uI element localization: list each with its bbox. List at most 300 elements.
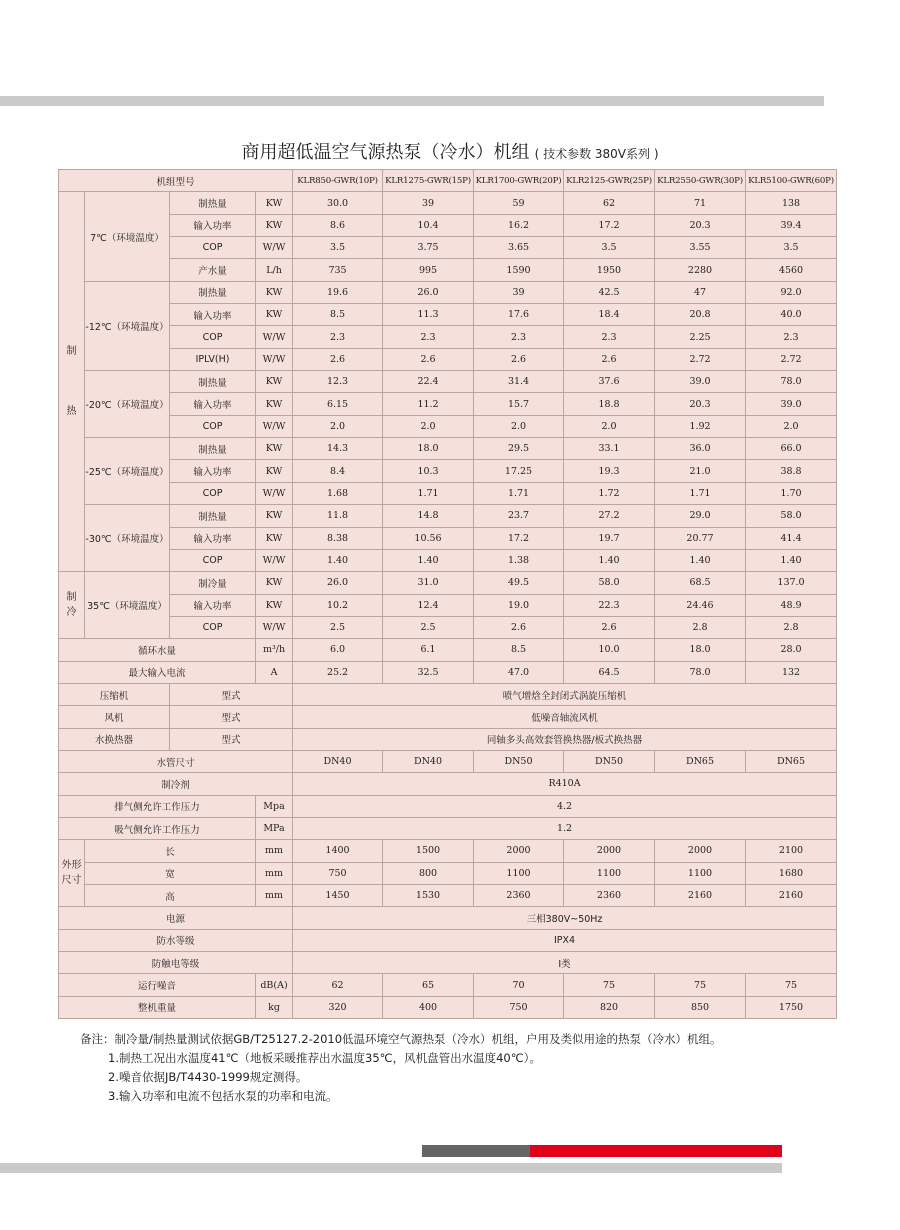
param-label: 输入功率 (170, 460, 256, 482)
merged-value: IPX4 (293, 929, 837, 951)
value-cell: 11.2 (383, 393, 474, 415)
value-cell: 750 (474, 996, 564, 1018)
model-header: KLR5100-GWR(60P) (746, 170, 837, 192)
table-row (59, 549, 837, 571)
unit-cell: m³/h (256, 639, 293, 661)
value-cell: 49.5 (474, 572, 564, 594)
table-row (59, 371, 837, 393)
value-cell: 28.0 (746, 639, 837, 661)
value-cell: 17.2 (474, 527, 564, 549)
table-row (59, 728, 837, 750)
value-cell: 29.0 (655, 505, 746, 527)
merged-value: 同轴多头高效套管换热器/板式换热器 (293, 728, 837, 750)
table-row (59, 259, 837, 281)
value-cell: 2000 (564, 840, 655, 862)
table-row (59, 974, 837, 996)
param-label: COP (170, 482, 256, 504)
value-cell: 1.71 (655, 482, 746, 504)
value-cell: 39.0 (746, 393, 837, 415)
table-row (59, 237, 837, 259)
param-label: 输入功率 (170, 304, 256, 326)
table-row (59, 616, 837, 638)
value-cell: 62 (293, 974, 383, 996)
value-cell: 2.6 (293, 348, 383, 370)
merged-value: R410A (293, 773, 837, 795)
value-cell: 1.71 (383, 482, 474, 504)
param-label: 防触电等级 (59, 952, 293, 974)
unit-cell: W/W (256, 482, 293, 504)
note-3: 3.输入功率和电流不包括水泵的功率和电流。 (108, 1089, 338, 1103)
table-row (59, 952, 837, 974)
value-cell: 25.2 (293, 661, 383, 683)
unit-cell: KW (256, 371, 293, 393)
value-cell: 19.3 (564, 460, 655, 482)
value-cell: 17.2 (564, 214, 655, 236)
value-cell: 19.6 (293, 281, 383, 303)
note-main: 备注：制冷量/制热量测试依据GB/T25127.2-2010低温环境空气源热泵（冷水）机组，户用及类似用途的热泵（冷水）机组。 (80, 1032, 722, 1046)
table-row (59, 996, 837, 1018)
param-label: 制热量 (170, 438, 256, 460)
unit-cell: W/W (256, 326, 293, 348)
table-row (59, 415, 837, 437)
value-cell: 48.9 (746, 594, 837, 616)
value-cell: 64.5 (564, 661, 655, 683)
value-cell: 995 (383, 259, 474, 281)
value-cell: 41.4 (746, 527, 837, 549)
merged-value: 1.2 (293, 817, 837, 839)
value-cell: 22.3 (564, 594, 655, 616)
value-cell: 1.72 (564, 482, 655, 504)
value-cell: 2.0 (746, 415, 837, 437)
value-cell: 2.72 (746, 348, 837, 370)
condition-label: -20℃（环境温度） (85, 371, 170, 438)
value-cell: 31.0 (383, 572, 474, 594)
value-cell: 75 (655, 974, 746, 996)
merged-value: 三相380V~50Hz (293, 907, 837, 929)
model-header: KLR2125-GWR(25P) (564, 170, 655, 192)
value-cell: 2.3 (746, 326, 837, 348)
value-cell: DN40 (293, 750, 383, 772)
param-label: 防水等级 (59, 929, 293, 951)
merged-value: 喷气增焓全封闭式涡旋压缩机 (293, 683, 837, 705)
unit-cell: Mpa (256, 795, 293, 817)
value-cell: 20.8 (655, 304, 746, 326)
value-cell: 92.0 (746, 281, 837, 303)
param-label: 运行噪音 (59, 974, 256, 996)
value-cell: 2.6 (383, 348, 474, 370)
value-cell: 58.0 (564, 572, 655, 594)
value-cell: 132 (746, 661, 837, 683)
param-label: 最大输入电流 (59, 661, 256, 683)
value-cell: DN65 (655, 750, 746, 772)
param-label: 输入功率 (170, 527, 256, 549)
table-row (59, 840, 837, 862)
value-cell: 2160 (746, 885, 837, 907)
value-cell: 1400 (293, 840, 383, 862)
param-label: 产水量 (170, 259, 256, 281)
value-cell: 2160 (655, 885, 746, 907)
param-label: COP (170, 616, 256, 638)
value-cell: 8.4 (293, 460, 383, 482)
value-cell: 23.7 (474, 505, 564, 527)
value-cell: 10.3 (383, 460, 474, 482)
merged-value: I类 (293, 952, 837, 974)
value-cell: 33.1 (564, 438, 655, 460)
value-cell: 39.0 (655, 371, 746, 393)
value-cell: 1.38 (474, 549, 564, 571)
value-cell: 26.0 (293, 572, 383, 594)
unit-cell: W/W (256, 237, 293, 259)
value-cell: 39 (474, 281, 564, 303)
value-cell: 71 (655, 192, 746, 214)
value-cell: 2360 (474, 885, 564, 907)
value-cell: 1950 (564, 259, 655, 281)
param-label: 整机重量 (59, 996, 256, 1018)
value-cell: 2.6 (564, 616, 655, 638)
param-label: 风机 (59, 706, 170, 728)
param-label: COP (170, 549, 256, 571)
value-cell: 27.2 (564, 505, 655, 527)
param-sublabel: 型式 (170, 728, 293, 750)
unit-cell: MPa (256, 817, 293, 839)
group-heating: 制 热 (59, 192, 85, 572)
unit-cell: mm (256, 885, 293, 907)
value-cell: 1100 (564, 862, 655, 884)
table-row (59, 773, 837, 795)
value-cell: 320 (293, 996, 383, 1018)
table-row (59, 505, 837, 527)
value-cell: 10.2 (293, 594, 383, 616)
footer-red-bar (530, 1145, 782, 1157)
value-cell: 29.5 (474, 438, 564, 460)
param-label: 高 (85, 885, 256, 907)
value-cell: 37.6 (564, 371, 655, 393)
value-cell: 2.72 (655, 348, 746, 370)
value-cell: 1500 (383, 840, 474, 862)
table-row (59, 639, 837, 661)
value-cell: 26.0 (383, 281, 474, 303)
value-cell: 400 (383, 996, 474, 1018)
value-cell: 1530 (383, 885, 474, 907)
param-label: 电源 (59, 907, 293, 929)
note-2: 2.噪音依据JB/T4430-1999规定测得。 (108, 1070, 308, 1084)
table-row (59, 795, 837, 817)
value-cell: 2.6 (474, 616, 564, 638)
header-label: 机组型号 (59, 170, 293, 192)
value-cell: 3.5 (746, 237, 837, 259)
table-row (59, 482, 837, 504)
value-cell: 11.3 (383, 304, 474, 326)
unit-cell: dB(A) (256, 974, 293, 996)
value-cell: 78.0 (655, 661, 746, 683)
unit-cell: KW (256, 527, 293, 549)
param-label: 制热量 (170, 281, 256, 303)
value-cell: 62 (564, 192, 655, 214)
value-cell: 3.55 (655, 237, 746, 259)
value-cell: 14.3 (293, 438, 383, 460)
value-cell: 66.0 (746, 438, 837, 460)
value-cell: 735 (293, 259, 383, 281)
value-cell: 2.0 (383, 415, 474, 437)
value-cell: 800 (383, 862, 474, 884)
value-cell: 8.38 (293, 527, 383, 549)
value-cell: 2.3 (293, 326, 383, 348)
param-label: IPLV(H) (170, 348, 256, 370)
param-label: 制热量 (170, 192, 256, 214)
value-cell: DN50 (474, 750, 564, 772)
table-row (59, 862, 837, 884)
title-subtitle: ( 技术参数 380V系列 ) (534, 147, 659, 161)
param-label: 压缩机 (59, 683, 170, 705)
unit-cell: W/W (256, 549, 293, 571)
unit-cell: KW (256, 594, 293, 616)
value-cell: 16.2 (474, 214, 564, 236)
value-cell: 1590 (474, 259, 564, 281)
value-cell: 32.5 (383, 661, 474, 683)
param-label: COP (170, 415, 256, 437)
value-cell: 2.0 (474, 415, 564, 437)
value-cell: 6.0 (293, 639, 383, 661)
unit-cell: W/W (256, 348, 293, 370)
top-gray-bar (0, 96, 824, 106)
unit-cell: kg (256, 996, 293, 1018)
table-row (59, 326, 837, 348)
merged-value: 低噪音轴流风机 (293, 706, 837, 728)
value-cell: 1100 (474, 862, 564, 884)
value-cell: 2.3 (383, 326, 474, 348)
unit-cell: A (256, 661, 293, 683)
value-cell: 2.6 (474, 348, 564, 370)
value-cell: 75 (746, 974, 837, 996)
value-cell: 78.0 (746, 371, 837, 393)
merged-value: 4.2 (293, 795, 837, 817)
unit-cell: W/W (256, 616, 293, 638)
value-cell: 17.25 (474, 460, 564, 482)
value-cell: 30.0 (293, 192, 383, 214)
param-label: COP (170, 237, 256, 259)
bottom-gray-bar (0, 1163, 782, 1173)
value-cell: 36.0 (655, 438, 746, 460)
unit-cell: KW (256, 214, 293, 236)
value-cell: 47.0 (474, 661, 564, 683)
unit-cell: mm (256, 862, 293, 884)
param-label: 制冷量 (170, 572, 256, 594)
table-row (59, 817, 837, 839)
model-header: KLR2550-GWR(30P) (655, 170, 746, 192)
unit-cell: W/W (256, 415, 293, 437)
condition-label: 35℃（环境温度） (85, 572, 170, 639)
value-cell: 138 (746, 192, 837, 214)
model-header: KLR1700-GWR(20P) (474, 170, 564, 192)
table-row (59, 438, 837, 460)
value-cell: DN40 (383, 750, 474, 772)
table-row (59, 885, 837, 907)
table-row (59, 281, 837, 303)
value-cell: 3.75 (383, 237, 474, 259)
value-cell: 1.92 (655, 415, 746, 437)
table-row (59, 572, 837, 594)
value-cell: 1450 (293, 885, 383, 907)
value-cell: 2.5 (383, 616, 474, 638)
value-cell: 75 (564, 974, 655, 996)
value-cell: DN65 (746, 750, 837, 772)
value-cell: 137.0 (746, 572, 837, 594)
value-cell: 2.6 (564, 348, 655, 370)
param-label: 输入功率 (170, 393, 256, 415)
value-cell: 2.0 (564, 415, 655, 437)
value-cell: 19.7 (564, 527, 655, 549)
unit-cell: L/h (256, 259, 293, 281)
value-cell: 15.7 (474, 393, 564, 415)
value-cell: 70 (474, 974, 564, 996)
model-header: KLR850-GWR(10P) (293, 170, 383, 192)
unit-cell: KW (256, 393, 293, 415)
value-cell: 1.70 (746, 482, 837, 504)
model-header: KLR1275-GWR(15P) (383, 170, 474, 192)
param-label: 制冷剂 (59, 773, 293, 795)
param-sublabel: 型式 (170, 683, 293, 705)
value-cell: 2000 (655, 840, 746, 862)
value-cell: 18.8 (564, 393, 655, 415)
value-cell: 59 (474, 192, 564, 214)
value-cell: 2.3 (474, 326, 564, 348)
param-label: 长 (85, 840, 256, 862)
notes (80, 1030, 722, 1106)
value-cell: 58.0 (746, 505, 837, 527)
note-1: 1.制热工况出水温度41℃（地板采暖推荐出水温度35℃，风机盘管出水温度40℃）。 (108, 1051, 541, 1065)
table-row (59, 170, 837, 192)
table-row (59, 393, 837, 415)
value-cell: 4560 (746, 259, 837, 281)
value-cell: 2360 (564, 885, 655, 907)
table-row (59, 460, 837, 482)
param-label: 输入功率 (170, 214, 256, 236)
value-cell: 31.4 (474, 371, 564, 393)
value-cell: 2000 (474, 840, 564, 862)
condition-label: -12℃（环境温度） (85, 281, 170, 370)
table-row (59, 348, 837, 370)
value-cell: 10.56 (383, 527, 474, 549)
unit-cell: mm (256, 840, 293, 862)
value-cell: DN50 (564, 750, 655, 772)
value-cell: 1.40 (564, 549, 655, 571)
value-cell: 750 (293, 862, 383, 884)
value-cell: 20.3 (655, 393, 746, 415)
value-cell: 47 (655, 281, 746, 303)
param-label: COP (170, 326, 256, 348)
value-cell: 14.8 (383, 505, 474, 527)
value-cell: 2.0 (293, 415, 383, 437)
value-cell: 10.4 (383, 214, 474, 236)
table-row (59, 214, 837, 236)
value-cell: 3.65 (474, 237, 564, 259)
param-label: 宽 (85, 862, 256, 884)
value-cell: 1.40 (746, 549, 837, 571)
value-cell: 1750 (746, 996, 837, 1018)
value-cell: 6.1 (383, 639, 474, 661)
table-row (59, 907, 837, 929)
value-cell: 1.40 (293, 549, 383, 571)
value-cell: 1.40 (655, 549, 746, 571)
unit-cell: KW (256, 505, 293, 527)
value-cell: 21.0 (655, 460, 746, 482)
value-cell: 20.3 (655, 214, 746, 236)
value-cell: 2.25 (655, 326, 746, 348)
value-cell: 40.0 (746, 304, 837, 326)
value-cell: 2280 (655, 259, 746, 281)
unit-cell: KW (256, 281, 293, 303)
group-size: 外形 尺寸 (59, 840, 85, 907)
table-row (59, 683, 837, 705)
unit-cell: KW (256, 438, 293, 460)
value-cell: 18.0 (655, 639, 746, 661)
value-cell: 2.8 (746, 616, 837, 638)
value-cell: 39 (383, 192, 474, 214)
footer-gray-bar (422, 1145, 530, 1157)
table-row (59, 192, 837, 214)
param-label: 排气侧允许工作压力 (59, 795, 256, 817)
value-cell: 12.3 (293, 371, 383, 393)
value-cell: 39.4 (746, 214, 837, 236)
value-cell: 20.77 (655, 527, 746, 549)
value-cell: 19.0 (474, 594, 564, 616)
value-cell: 3.5 (564, 237, 655, 259)
value-cell: 1.68 (293, 482, 383, 504)
value-cell: 10.0 (564, 639, 655, 661)
value-cell: 1.40 (383, 549, 474, 571)
value-cell: 8.6 (293, 214, 383, 236)
value-cell: 12.4 (383, 594, 474, 616)
value-cell: 3.5 (293, 237, 383, 259)
value-cell: 24.46 (655, 594, 746, 616)
unit-cell: KW (256, 192, 293, 214)
condition-label: 7℃（环境温度） (85, 192, 170, 281)
value-cell: 38.8 (746, 460, 837, 482)
unit-cell: KW (256, 460, 293, 482)
page-title (0, 138, 900, 164)
value-cell: 2.5 (293, 616, 383, 638)
value-cell: 1680 (746, 862, 837, 884)
param-label: 水换热器 (59, 728, 170, 750)
title-main: 商用超低温空气源热泵（冷水）机组 (241, 142, 530, 163)
unit-cell: KW (256, 304, 293, 326)
value-cell: 11.8 (293, 505, 383, 527)
spec-table (58, 169, 837, 1019)
value-cell: 6.15 (293, 393, 383, 415)
table-row (59, 594, 837, 616)
param-sublabel: 型式 (170, 706, 293, 728)
value-cell: 65 (383, 974, 474, 996)
value-cell: 2.8 (655, 616, 746, 638)
value-cell: 22.4 (383, 371, 474, 393)
table-row (59, 750, 837, 772)
value-cell: 18.4 (564, 304, 655, 326)
value-cell: 68.5 (655, 572, 746, 594)
value-cell: 2100 (746, 840, 837, 862)
param-label: 制热量 (170, 505, 256, 527)
value-cell: 1.71 (474, 482, 564, 504)
condition-label: -30℃（环境温度） (85, 505, 170, 572)
condition-label: -25℃（环境温度） (85, 438, 170, 505)
value-cell: 850 (655, 996, 746, 1018)
table-row (59, 661, 837, 683)
param-label: 输入功率 (170, 594, 256, 616)
value-cell: 820 (564, 996, 655, 1018)
param-label: 水管尺寸 (59, 750, 293, 772)
param-label: 循环水量 (59, 639, 256, 661)
param-label: 制热量 (170, 371, 256, 393)
value-cell: 42.5 (564, 281, 655, 303)
